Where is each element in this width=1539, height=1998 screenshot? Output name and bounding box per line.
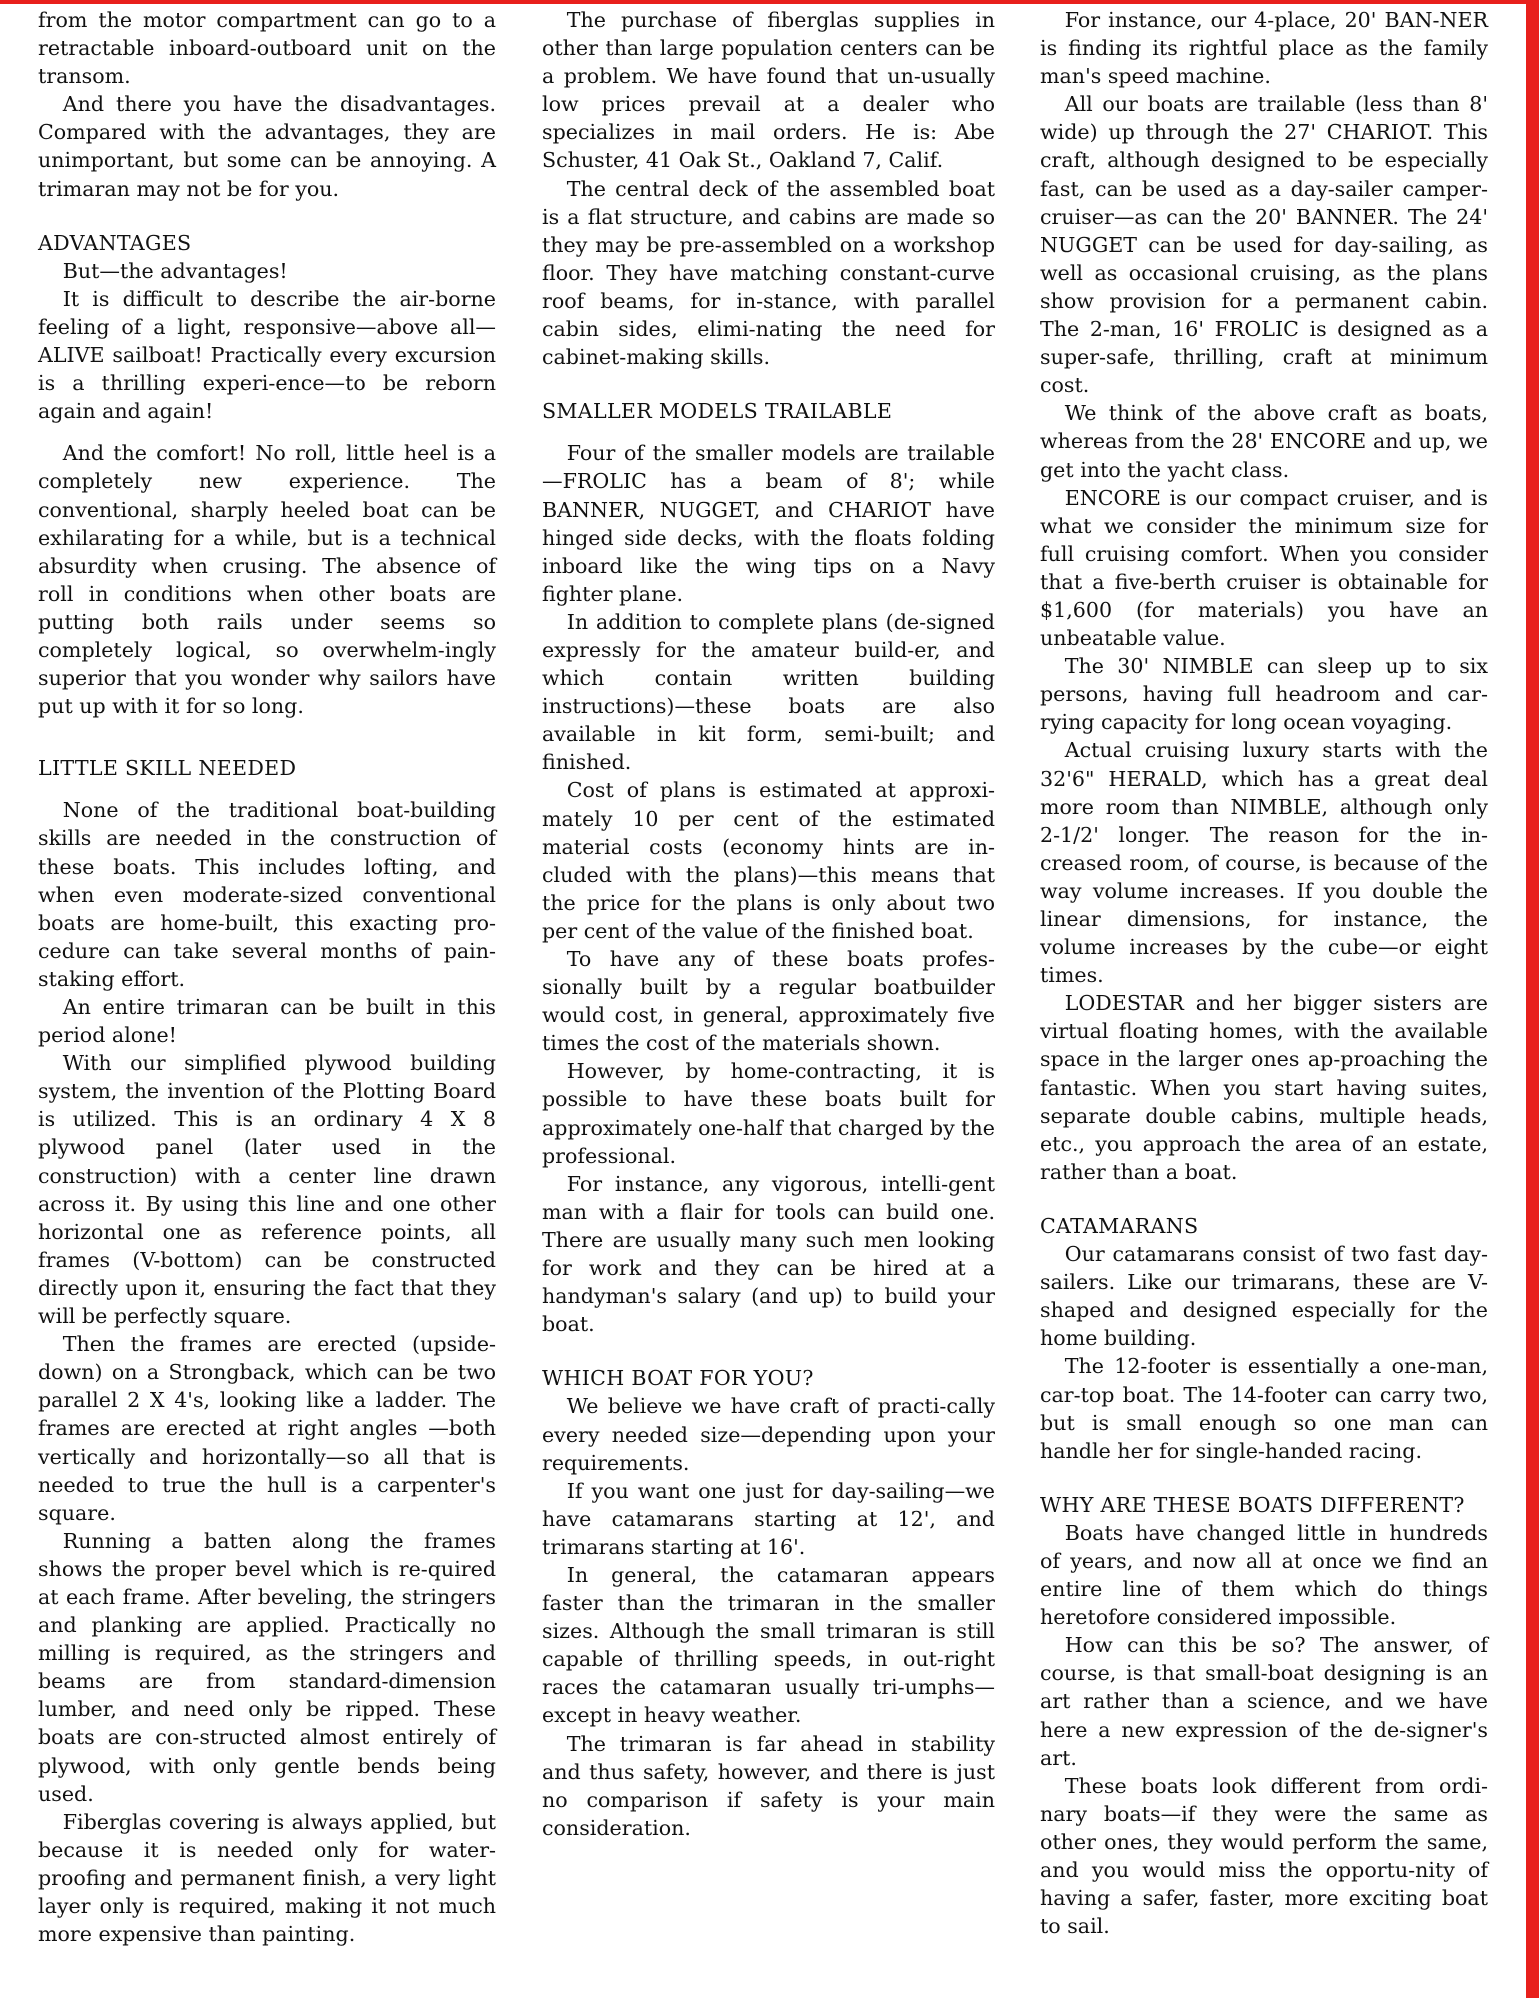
section-heading-why-different: WHY ARE THESE BOATS DIFFERENT? <box>1040 1492 1465 1517</box>
paragraph: Four of the smaller models are trailable—FROLIC has a beam of 8'; while BANNER, NUGGET, and CHARIOT have hinged side decks, with the floats folding inboard like the wing tips on a Navy fighter plane. <box>542 441 995 606</box>
paragraph: We believe we have craft of practi-cally every needed size—depending upon your requirements. <box>542 1394 995 1475</box>
top-red-border <box>0 0 1539 4</box>
paragraph: ENCORE is our compact cruiser, and is what we consider the minimum size for full cruising comfort. When you consider that a five-berth cruiser is obtainable for $1,600 (for materials) you have an unbeatable value. <box>1040 485 1488 651</box>
paragraph: For instance, any vigorous, intelli-gent man with a flair for tools can build one. There are usually many such men looking for work and they can be hired at a handyman's salary (and up) to build your boat. <box>542 1171 995 1337</box>
paragraph: The trimaran is far ahead in stability and thus safety, however, and there is just no comparison if safety is your main consideration. <box>542 1731 995 1840</box>
paragraph: If you want one just for day-sailing—we have catamarans starting at 12', and trimarans starting at 16'. <box>542 1478 995 1559</box>
paragraph: LODESTAR and her bigger sisters are virtual floating homes, with the available space in the larger ones ap-proaching the fantastic. When you start having suites, separate double cabins, multiple heads, etc., you approach the area of an estate, rather than a boat. <box>1040 991 1488 1184</box>
paragraph: The 30' NIMBLE can sleep up to six persons, having full headroom and car-rying capacity for long ocean voyaging. <box>1040 654 1488 735</box>
text-column-3 <box>1040 6 1488 1940</box>
paragraph: None of the traditional boat-building skills are needed in the construction of these boats. This includes lofting, and when even moderate-sized conventional boats are home-built, this exacting pro-cedure can take several months of pain-staking effort. <box>38 798 496 991</box>
paragraph: How can this be so? The answer, of course, is that small-boat designing is an art rather than a science, and we have here a new expression of the de-signer's art. <box>1040 1633 1488 1770</box>
right-red-border <box>1526 0 1539 1998</box>
paragraph: For instance, our 4-place, 20' BAN-NER is finding its rightful place as the family man's speed machine. <box>1040 8 1488 89</box>
section-heading-which-boat: WHICH BOAT FOR YOU? <box>542 1366 814 1391</box>
paragraph: We think of the above craft as boats, whereas from the 28' ENCORE and up, we get into the yacht class. <box>1040 401 1488 482</box>
paragraph: Then the frames are erected (upside-down) on a Strongback, which can be two parallel 2 X 4's, looking like a ladder. The frames are erected at right angles —both vertically and horizontally—so all that is needed to true the hull is a carpenter's square. <box>38 1332 496 1525</box>
paragraph: Boats have changed little in hundreds of years, and now all at once we find an entire line of them which do things heretofore considered impossible. <box>1040 1520 1488 1630</box>
paragraph: These boats look different from ordi-nary boats—if they were the same as other ones, they would perform the same, and you would miss the opportu-nity of having a safer, faster, more exciting boat to sail. <box>1040 1773 1488 1939</box>
paragraph: It is difficult to describe the air-borne feeling of a light, responsive—above all—ALIVE sailboat! Practically every excursion is a thrilling experi-ence—to be reborn again and again! <box>38 286 496 424</box>
paragraph: Running a batten along the frames shows the proper bevel which is re-quired at each frame. After beveling, the stringers and planking are applied. Practically no milling is required, as the stringers and beams are from standard-dimension lumber, and need only be ripped. These boats are con-structed almost entirely of plywood, with only gentle bends being used. <box>38 1528 496 1806</box>
paragraph: In addition to complete plans (de-signed expressly for the amateur build-er, and which contain written building instructions)—these boats are also available in kit form, semi-built; and finished. <box>542 609 995 775</box>
section-heading-little-skill: LITTLE SKILL NEEDED <box>38 756 297 781</box>
paragraph: All our boats are trailable (less than 8' wide) up through the 27' CHARIOT. This craft, although designed to be especially fast, can be used as a day-sailer camper-cruiser—as can the 20' BANNER. The 24' NUGGET can be used for day-sailing, as well as occasional cruising, as the plans show provision for a permanent cabin. The 2-man, 16' FROLIC is designed as a super-safe, thrilling, craft at minimum cost. <box>1040 92 1488 398</box>
paragraph: Our catamarans consist of two fast day-sailers. Like our trimarans, these are V-shaped and designed especially for the home building. <box>1040 1242 1488 1351</box>
paragraph: The purchase of fiberglas supplies in other than large population centers can be a problem. We have found that un-usually low prices prevail at a dealer who specializes in mail orders. He is: Abe Schuster, 41 Oak St., Oakland 7, Calif. <box>542 8 995 173</box>
paragraph: Fiberglas covering is always applied, but because it is needed only for water-proofing and permanent finish, a very light layer only is required, making it not much more expensive than painting. <box>38 1809 496 1947</box>
text-column-2 <box>542 6 995 1842</box>
paragraph: The 12-footer is essentially a one-man, car-top boat. The 14-footer can carry two, but is small enough so one man can handle her for single-handed racing. <box>1040 1354 1488 1463</box>
paragraph: Actual cruising luxury starts with the 32'6" HERALD, which has a great deal more room than NIMBLE, although only 2-1/2' longer. The reason for the in-creased room, of course, is because of the way volume increases. If you double the linear dimensions, for instance, the volume increases by the cube—or eight times. <box>1040 738 1488 988</box>
paragraph: The central deck of the assembled boat is a flat structure, and cabins are made so they may be pre-assembled on a workshop floor. They have matching constant-curve roof beams, for in-stance, with parallel cabin sides, elimi-nating the need for cabinet-making skills. <box>542 176 995 370</box>
paragraph: In general, the catamaran appears faster than the trimaran in the smaller sizes. Although the small trimaran is still capable of thrilling speeds, in out-right races the catamaran usually tri-umphs—except in heavy weather. <box>542 1562 995 1728</box>
paragraph: from the motor compartment can go to a retractable inboard-outboard unit on the transom. <box>38 8 496 89</box>
paragraph: To have any of these boats profes-sionally built by a regular boatbuilder would cost, in general, approximately five times the cost of the materials shown. <box>542 947 995 1056</box>
paragraph: An entire trimaran can be built in this period alone! <box>38 995 496 1048</box>
section-heading-trailable: SMALLER MODELS TRAILABLE <box>542 399 893 424</box>
paragraph: Cost of plans is estimated at approxi-mately 10 per cent of the estimated material costs (economy hints are in-cluded with the plans)—this means that the price for the plans is only about two per cent of the value of the finished boat. <box>542 778 995 943</box>
section-heading-advantages: ADVANTAGES <box>38 230 192 255</box>
paragraph: And the comfort! No roll, little heel is a completely new experience. The conventional, sharply heeled boat can be exhilarating for a while, but is a technical absurdity when crusing. The absence of roll in conditions when other boats are putting both rails under seems so completely logical, so overwhelm-ingly superior that you wonder why sailors have put up with it for so long. <box>38 441 496 719</box>
paragraph: With our simplified plywood building system, the invention of the Plotting Board is utilized. This is an ordinary 4 X 8 plywood panel (later used in the construction) with a center line drawn across it. By using this line and one other horizontal one as reference points, all frames (V-bottom) can be constructed directly upon it, ensuring the fact that they will be perfectly square. <box>38 1051 496 1329</box>
text-column-1 <box>38 6 496 1948</box>
paragraph: But—the advantages! <box>62 258 288 283</box>
paragraph: However, by home-contracting, it is possible to have these boats built for approximately one-half that charged by the professional. <box>542 1059 995 1168</box>
section-heading-catamarans: CATAMARANS <box>1040 1213 1199 1238</box>
paragraph: And there you have the disadvantages. Compared with the advantages, they are unimportant, but some can be annoying. A trimaran may not be for you. <box>38 92 496 201</box>
